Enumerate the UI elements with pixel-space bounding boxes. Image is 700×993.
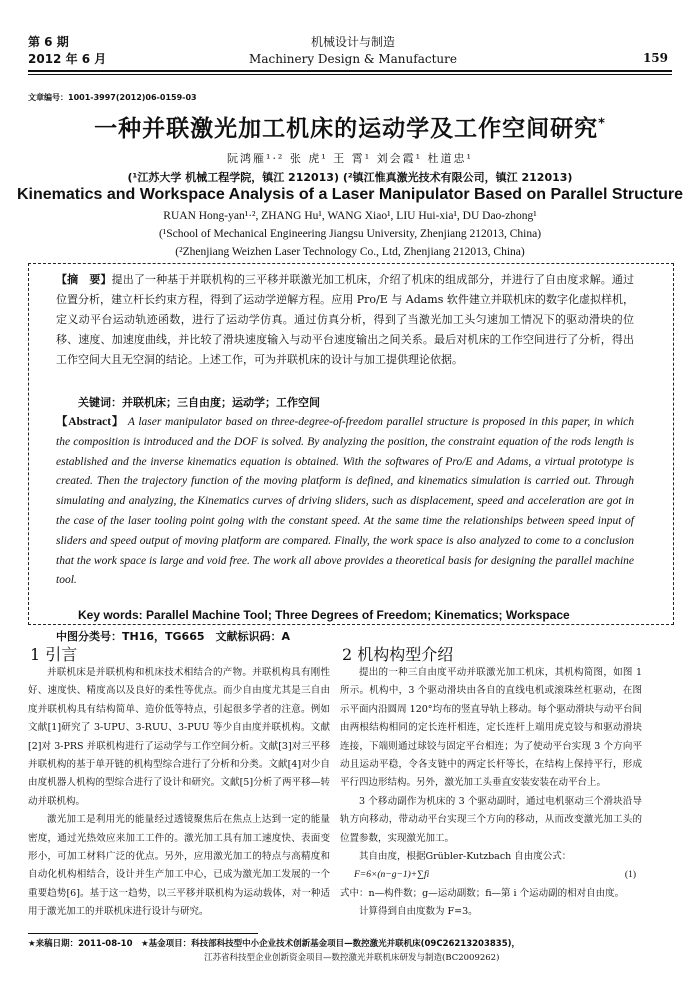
dof-result: 计算得到自由度数为 F=3。 <box>359 906 478 918</box>
paper-title-en: Kinematics and Workspace Analysis of a Laser Manipulator Based on Parallel Structure <box>17 186 683 203</box>
keywords-cn: 关键词：并联机床；三自由度；运动学；工作空间 <box>78 396 320 409</box>
issue-info <box>28 34 106 68</box>
issue-number: 第 6 期 <box>28 35 69 49</box>
footnote-line-1: ★来稿日期：2011-08-10 ★基金项目：科技部科技型中小企业技术创新基金项目—数控激光并联机床(09C26213203835)， <box>28 939 521 949</box>
footnote-rule <box>28 933 258 934</box>
footnote <box>28 937 672 965</box>
affiliation-en-1: (¹School of Mechanical Engineering Jiangsu University, Zhenjiang 212013, China) <box>158 228 542 240</box>
formula-expression: F=6×(n−g−1)+∑fi <box>354 870 430 881</box>
affiliation-en-2: (²Zhenjiang Weizhen Laser Technology Co., Ltd, Zhenjiang 212013, China) <box>175 246 525 258</box>
article-number: 文章编号：1001-3997(2012)06-0159-03 <box>28 93 197 102</box>
mechanism-paragraph-3: 其自由度，根据Grübler-Kutzbach 自由度公式： <box>359 851 572 863</box>
authors-cn: 阮鸿雁¹·² 张 虎¹ 王 霄¹ 刘会霞¹ 杜道忠¹ <box>227 152 473 165</box>
affiliation-cn: (¹江苏大学 机械工程学院，镇江 212013) (²镇江惟真激光技术有限公司，镇江 212013) <box>127 171 573 184</box>
right-column <box>340 664 642 922</box>
intro-paragraph-1: 并联机床是并联机构和机床技术相结合的产物。并联机构具有刚性好、速度快、精度高以及良好的柔性等优点。而少自由度尤其是三自由度并联机构具有结构简单、造价低等特点，引起很多学者的注意。例如文献[1]研究了 3-UPU、3-RUU、3-PUU 等少自由度并联机构。文献[2]对 3-PRS 并联机构进行了运动学与工作空间分析。文献[3]对三平移并联机构的基于单开链的机构型综合进行了分析和分类。文献[4]对少自由度机器人机构的型综合进行了设计和研究。文献[5]分析了两平移—转动并联机构。 <box>28 667 330 807</box>
journal-name <box>188 34 518 68</box>
footnote-line-2: 江苏省科技型企业创新资金项目—数控激光并联机床研发与制造(BC2009262) <box>204 953 500 963</box>
dof-formula <box>340 866 642 884</box>
page-number: 159 <box>642 51 668 65</box>
issue-date: 2012 年 6 月 <box>28 52 107 66</box>
abstract-en-label: 【Abstract】 <box>56 416 125 428</box>
authors-en: RUAN Hong-yan¹·², ZHANG Hu¹, WANG Xiao¹, LIU Hui-xia¹, DU Dao-zhong¹ <box>163 210 537 222</box>
paper-title-cn <box>0 110 700 143</box>
abstract-en-text: A laser manipulator based on three-degree-of-freedom parallel structure is proposed in this paper, in which the composition is introduced and the DOF is solved. By analyzing the position, the constraint equation of the rods length is established and the inverse kinematics equation is obtained. With the softwares of Pro/E and Adams, a virtual prototype is created. Then the trajectory function of the moving platform is defined, and kinematics simulation is carried out. Through simulating and analyzing, the Kinematics curves of driving sliders, such as displacement, speed and acceleration are got in the case of the laser tooling point going with the constant speed. At the same time the relationships between speed input of sliders and speed output of moving platform are compared. Finally, the work space is also analyzed to come to a conclusion that the work space is large and void free. The work all above provides a theoretical basis for designing the parallel machine tool. <box>56 416 634 587</box>
header-rule-thin <box>28 74 672 75</box>
left-column <box>28 664 330 922</box>
formula-note: 式中：n—构件数；g—运动副数；fi—第 i 个运动副的相对自由度。 <box>340 887 625 899</box>
title-footnote-mark: * <box>598 116 606 132</box>
section-heading-introduction: 1 引言 <box>30 645 78 664</box>
title-text: 一种并联激光加工机床的运动学及工作空间研究 <box>94 116 599 142</box>
abstract-en <box>56 413 634 591</box>
intro-paragraph-2: 激光加工是利用光的能量经过透镜聚焦后在焦点上达到一定的能量密度，通过光热效应来加工工件的。激光加工具有加工速度快、表面变形小，可加工材料广泛的优点。另外，应用激光加工的特点与高精度和自动化机构相结合，设计并生产加工中心，已成为激光加工发展的一个重要趋势[6]。基于这一趋势，以三平移并联机构为运动载体，对一种适用于激光加工的并联机床进行设计与研究。 <box>28 814 330 918</box>
journal-name-cn: 机械设计与制造 <box>310 35 395 49</box>
section-heading-mechanism: 2 机构构型介绍 <box>342 645 454 664</box>
mechanism-paragraph-2: 3 个移动副作为机床的 3 个驱动副时，通过电机驱动三个滑块沿导轨方向移动，带动动平台实现三个方向的移动，从而改变激光加工头的位置参数，实现激光加工。 <box>340 795 642 844</box>
classification-code: 中图分类号：TH16，TG665 文献标识码：A <box>56 630 291 643</box>
keywords-en: Key words: Parallel Machine Tool; Three Degrees of Freedom; Kinematics; Workspace <box>78 608 570 622</box>
running-header <box>28 34 672 82</box>
mechanism-paragraph-1: 提出的一种三自由度平动并联激光加工机床，其机构简图，如图 1 所示。机构中，3 个驱动滑块由各自的直线电机或滚珠丝杠驱动，在图示平面内沿圆周 120°均布的竖直导轨上移动。每个驱动滑块与动平台间由两根结构相同的定长连杆相连，定长连杆上端用虎克铰与和驱动滑块连接，下端则通过球铰与固定平台相连；为了使动平台实现 3 个方向平动且运动平稳，令各支链中的两定长杆等长，在结构上保持平行，形成平行四边形结构。另外，激光加工头垂直安装安装在动平台上。 <box>340 667 642 789</box>
formula-number: (1) <box>624 870 636 881</box>
header-rule <box>28 70 672 72</box>
abstract-cn <box>56 270 634 370</box>
abstract-cn-label: 【摘 要】 <box>56 273 112 286</box>
abstract-cn-text: 提出了一种基于并联机构的三平移并联激光加工机床，介绍了机床的组成部分，并进行了自由度求解。通过位置分析，建立杆长约束方程，得到了运动学逆解方程。应用 Pro/E 与 Adams 软件建立并联机床的数字化虚拟样机，定义动平台运动轨迹函数，进行了运动学仿真。通过仿真分析，得到了当激光加工头匀速加工情况下的驱动滑块的位移、速度、加速度曲线，并比较了滑块速度输入与动平台速度输出之间关系。最后对机床的工作空间进行了分析，得出工作空间大且无空洞的结论。上述工作，可为并联机床的设计与加工提供理论依据。 <box>56 273 635 366</box>
journal-name-en: Machinery Design & Manufacture <box>249 52 457 66</box>
